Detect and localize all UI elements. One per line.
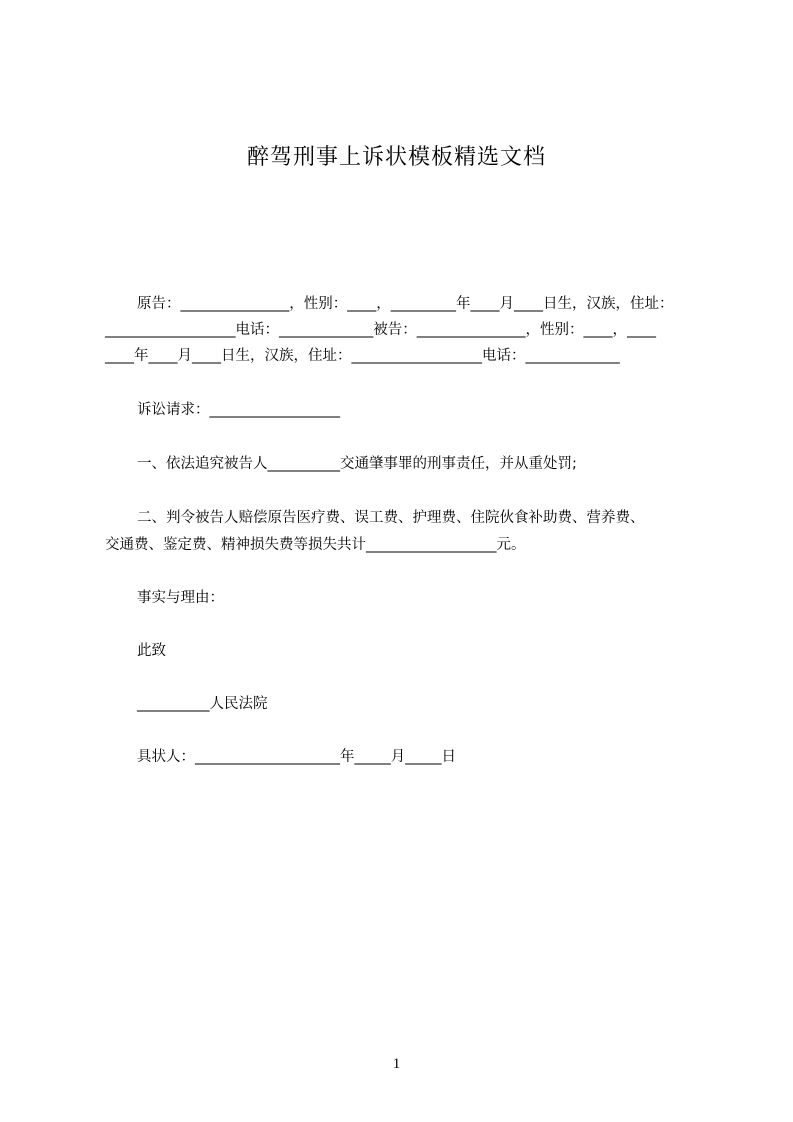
claim-item-2-line-1: 二、判令被告人赔偿原告医疗费、误工费、护理费、住院伙食补助费、营养费、 xyxy=(137,510,645,526)
court-name: __________人民法院 xyxy=(137,696,268,712)
document-title: 醉驾刑事上诉状模板精选文档 xyxy=(246,145,546,170)
claims-label: 诉讼请求：__________________ xyxy=(137,402,340,418)
plaintiff-info-line-1: 原告：_______________，性别：____，_________年____月____日生，汉族，住址： xyxy=(137,296,674,312)
signature-line: 具状人：____________________年_____月_____日 xyxy=(137,749,456,765)
facts-label: 事实与理由： xyxy=(137,590,224,606)
claim-item-2-line-2: 交通费、鉴定费、精神损失费等损失共计__________________元。 xyxy=(105,537,526,553)
plaintiff-info-line-2: __________________电话：_____________被告：_______________，性别：____，____ xyxy=(105,322,656,338)
page-number: 1 xyxy=(392,1056,401,1072)
defendant-info-line-3: ____年____月____日生，汉族，住址：__________________电话：_____________ xyxy=(105,348,620,364)
salutation: 此致 xyxy=(137,643,166,659)
claim-item-1: 一、依法追究被告人__________交通肇事罪的刑事责任，并从重处罚; xyxy=(137,456,577,472)
